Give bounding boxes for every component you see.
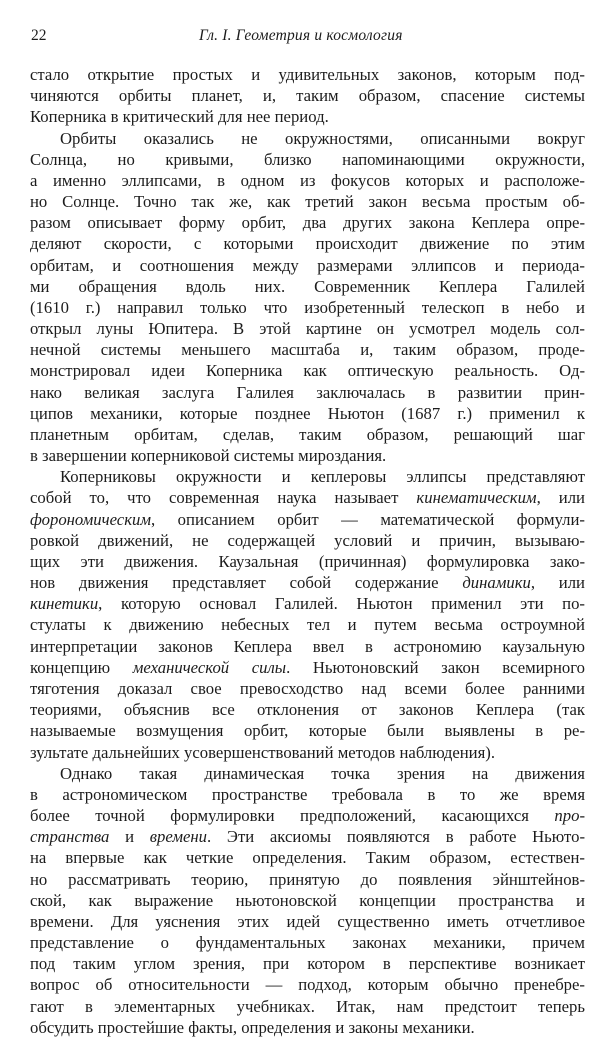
text-line xyxy=(30,720,585,741)
text-line xyxy=(30,297,585,318)
text-line xyxy=(30,530,585,551)
italic-term: странства xyxy=(30,827,110,847)
text-line xyxy=(30,974,585,995)
text-line xyxy=(30,191,585,212)
text-run: открыл луны Юпитера. В этой картине он усмотрел модель сол- xyxy=(30,319,585,339)
text-line xyxy=(30,255,585,276)
text-line xyxy=(30,890,585,911)
text-line xyxy=(30,678,585,699)
text-run: в астрономическом пространстве требовала в то же время xyxy=(30,784,585,804)
text-run: Солнца, но кривыми, близко напоминающими окружности, xyxy=(30,149,585,169)
text-run: планетным орбитам, сделав, таким образом, решающий шаг xyxy=(30,424,585,444)
text-line xyxy=(30,149,585,170)
page-number: 22 xyxy=(31,27,47,44)
text-run: ской, как выражение ньютоновской концепции пространства и xyxy=(30,890,585,910)
text-run: ми обращения вдоль них. Современник Кеплера Галилей xyxy=(30,276,585,296)
text-line xyxy=(30,763,585,784)
text-run: нечной системы меньшего масштаба и, таким образом, проде- xyxy=(30,340,585,360)
text-run: нако великая заслуга Галилея заключалась в развитии прин- xyxy=(30,382,585,402)
italic-term: форономическим xyxy=(30,509,151,529)
text-run: концепцию xyxy=(30,657,133,677)
text-run: стало открытие простых и удивительных законов, которым под- xyxy=(30,65,585,84)
text-run: монстрировал идеи Коперника как оптическую реальность. Од- xyxy=(30,361,585,381)
italic-term: про- xyxy=(554,806,585,826)
text-line xyxy=(30,869,585,890)
text-line xyxy=(30,551,585,572)
text-line xyxy=(30,742,585,763)
text-run: (1610 г.) направил только что изобретенный телескоп в небо и xyxy=(30,297,585,317)
text-run: в завершении коперниковой системы мироздания. xyxy=(30,446,387,466)
text-run: обсудить простейшие факты, определения и законы механики. xyxy=(30,1017,475,1037)
text-run: Коперника в критический для нее период. xyxy=(30,107,329,127)
text-line xyxy=(30,911,585,932)
text-run: чиняются орбиты планет, и, таким образом, спасение системы xyxy=(30,86,585,106)
text-line xyxy=(30,509,585,530)
text-run: времени. Для уяснения этих идей существенно иметь отчетливое xyxy=(30,911,585,931)
text-run: деляют скорости, с которыми происходит движение по этим xyxy=(30,234,585,254)
text-run: стулаты к движению небесных тел и путем весьма остроумной xyxy=(30,615,585,635)
text-run: нов движения представляет собой содержание xyxy=(30,573,463,593)
text-line xyxy=(30,276,585,297)
text-line xyxy=(30,487,585,508)
text-line xyxy=(30,953,585,974)
text-line xyxy=(30,826,585,847)
text-run: Однако такая динамическая точка зрения на движения xyxy=(60,763,585,783)
text-line xyxy=(30,318,585,339)
text-run: на впервые как четкие определения. Таким образом, естествен- xyxy=(30,848,585,868)
text-run: . Эти аксиомы появляются в работе Ньюто- xyxy=(207,827,585,847)
text-line xyxy=(30,212,585,233)
text-line xyxy=(30,128,585,149)
text-run: гают в элементарных учебниках. Итак, нам предстоит теперь xyxy=(30,996,585,1016)
body-text xyxy=(30,64,585,1038)
text-run: , описанием орбит — математической формули- xyxy=(151,509,585,529)
text-line xyxy=(30,614,585,635)
text-run: под таким углом зрения, при котором в перспективе возникает xyxy=(30,954,585,974)
text-line xyxy=(30,339,585,360)
text-line xyxy=(30,233,585,254)
text-line xyxy=(30,424,585,445)
text-line xyxy=(30,170,585,191)
text-run: ципов механики, которые позднее Ньютон (1687 г.) применил к xyxy=(30,403,585,423)
text-line xyxy=(30,85,585,106)
italic-term: кинематическим xyxy=(416,488,537,508)
text-line xyxy=(30,403,585,424)
italic-term: механической силы xyxy=(132,657,287,677)
text-run: орбитам, и соотношения между размерами эллипсов и периода- xyxy=(30,255,585,275)
text-run: представление о фундаментальных законах механики, причем xyxy=(30,933,585,953)
text-run: ровкой движений, не содержащей условий и причин, вызываю- xyxy=(30,530,585,550)
page-header xyxy=(31,24,585,48)
text-run: теориями, объяснив все отклонения от законов Кеплера (так xyxy=(30,700,585,720)
text-run: , или xyxy=(536,488,585,508)
text-run: вопрос об относительности — подход, которым обычно пренебре- xyxy=(30,975,585,995)
text-run: более точной формулировки предположений, касающихся xyxy=(30,806,555,826)
text-run: разом описывает форму орбит, два других закона Кеплера опре- xyxy=(30,213,585,233)
running-head: Гл. I. Геометрия и космология xyxy=(199,27,403,44)
text-line xyxy=(30,106,585,127)
text-line xyxy=(30,636,585,657)
italic-term: динамики xyxy=(462,573,531,593)
text-line xyxy=(30,784,585,805)
text-line xyxy=(30,593,585,614)
text-run: тяготения доказал свое превосходство над всеми более ранними xyxy=(30,678,585,698)
italic-term: кинетики xyxy=(30,594,99,614)
text-line xyxy=(30,657,585,678)
text-run: , которую основал Галилей. Ньютон применил эти по- xyxy=(98,594,585,614)
text-line xyxy=(30,382,585,403)
text-run: зультате дальнейших усовершенствований методов наблюдения). xyxy=(30,742,495,762)
italic-term: времени xyxy=(149,827,208,847)
text-run: но Солнце. Точно так же, как третий закон весьма простым об- xyxy=(30,192,585,212)
text-run: но рассматривать теорию, принятую до появления эйнштейнов- xyxy=(30,869,585,889)
text-line xyxy=(30,805,585,826)
text-run: . Ньютоновский закон всемирного xyxy=(286,657,585,677)
text-line xyxy=(30,64,585,85)
text-run: , или xyxy=(530,573,585,593)
text-line xyxy=(30,572,585,593)
text-run: собой то, что современная наука называет xyxy=(30,488,417,508)
text-line xyxy=(30,445,585,466)
text-run: Орбиты оказались не окружностями, описанными вокруг xyxy=(60,128,585,148)
text-line xyxy=(30,996,585,1017)
text-line xyxy=(30,360,585,381)
text-line xyxy=(30,847,585,868)
text-line xyxy=(30,1017,585,1038)
text-run: щих эти движения. Каузальная (причинная) формулировка зако- xyxy=(30,551,585,571)
text-run: Коперниковы окружности и кеплеровы эллипсы представляют xyxy=(60,467,585,487)
text-line xyxy=(30,699,585,720)
text-line xyxy=(30,466,585,487)
text-run: называемые возмущения орбит, которые были выявлены в ре- xyxy=(30,721,585,741)
text-run: интерпретации законов Кеплера ввел в астрономию каузальную xyxy=(30,636,585,656)
text-run: а именно эллипсами, в одном из фокусов которых и расположе- xyxy=(30,170,585,190)
text-line xyxy=(30,932,585,953)
text-run: и xyxy=(109,827,150,847)
